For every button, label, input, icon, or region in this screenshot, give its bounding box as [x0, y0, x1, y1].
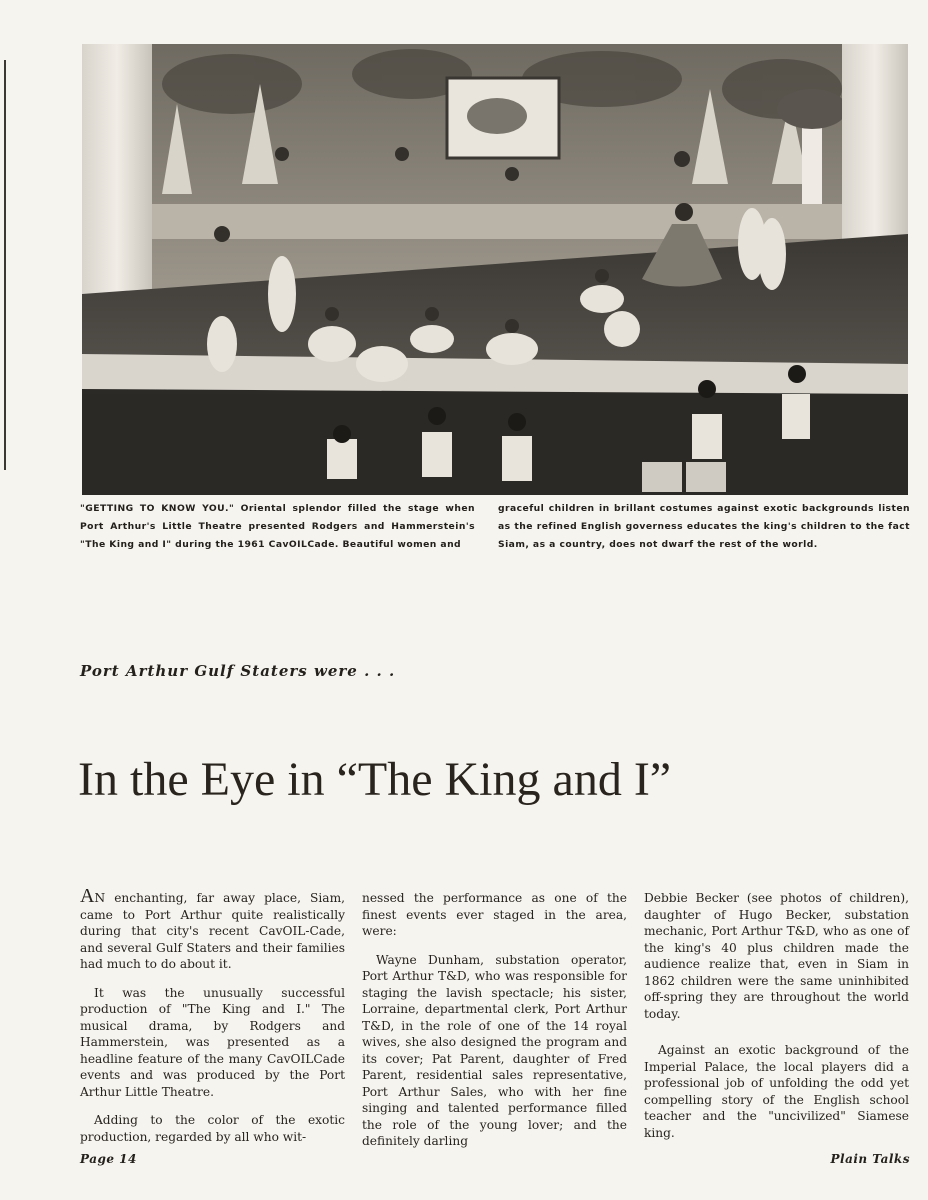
body-paragraph	[80, 885, 345, 973]
body-paragraph: Adding to the color of the exotic production, regarded by all who wit-	[80, 1113, 345, 1144]
paragraph-text: N enchanting, far away place, Siam, came to Port Arthur quite realistically during that city's recent CavOIL-Cade, and several Gulf Staters and their families had much to do about it.	[80, 891, 345, 971]
publication-name: Plain Talks	[830, 1152, 910, 1166]
body-paragraph: It was the unusually successful production of "The King and I." The musical drama, by Rodgers and Hammerstein, was presented as a headline feature of the many CavOILCade events and was produced by the Port Arthur Little Theatre.	[80, 985, 345, 1099]
body-paragraph: Against an exotic background of the Imperial Palace, the local players did a professional job of unfolding the odd yet compelling story of the English school teacher and the "uncivilized" Siamese king.	[644, 1043, 909, 1140]
drop-cap: A	[80, 885, 95, 907]
stage-photo-icon	[82, 44, 908, 495]
stage-photo	[82, 44, 908, 495]
body-column-1	[80, 885, 345, 1157]
photo-caption-right: graceful children in brillant costumes against exotic backgrounds listen as the refined English governess educates the king's children to the fact Siam, as a country, does not dwarf the rest of the world.	[498, 503, 910, 550]
page-number: Page 14	[80, 1152, 137, 1166]
body-column-2	[362, 890, 627, 1162]
article-kicker: Port Arthur Gulf Staters were . . .	[80, 662, 396, 680]
body-paragraph: nessed the performance as one of the finest events ever staged in the area, were:	[362, 891, 627, 938]
photo-caption-left: "GETTING TO KNOW YOU." Oriental splendor filled the stage when Port Arthur's Little Theatre presented Rodgers and Hammerstein's "The King and I" during the 1961 CavOILCade. Beautiful women and	[80, 503, 475, 550]
binding-edge-mark	[4, 60, 6, 470]
body-column-3	[644, 890, 909, 1153]
body-paragraph: Debbie Becker (see photos of children), daughter of Hugo Becker, substation mechanic, Port Arthur T&D, who as one of the king's 40 plus children made the audience realize that, even in Siam in 1862 children were the same uninhibited off-spring they are throughout the world today.	[644, 891, 909, 1021]
body-paragraph: Wayne Dunham, substation operator, Port Arthur T&D, who was responsible for staging the lavish spectacle; his sister, Lorraine, departmental clerk, Port Arthur T&D, in the role of one of the 14 royal wives, she also designed the program and its cover; Pat Parent, daughter of Fred Parent, residential sales representative, Port Arthur Sales, who with her fine singing and talented performance filled the role of the young lover; and the definitely darling	[362, 952, 627, 1148]
article-headline: In the Eye in “The King and I”	[78, 753, 672, 806]
